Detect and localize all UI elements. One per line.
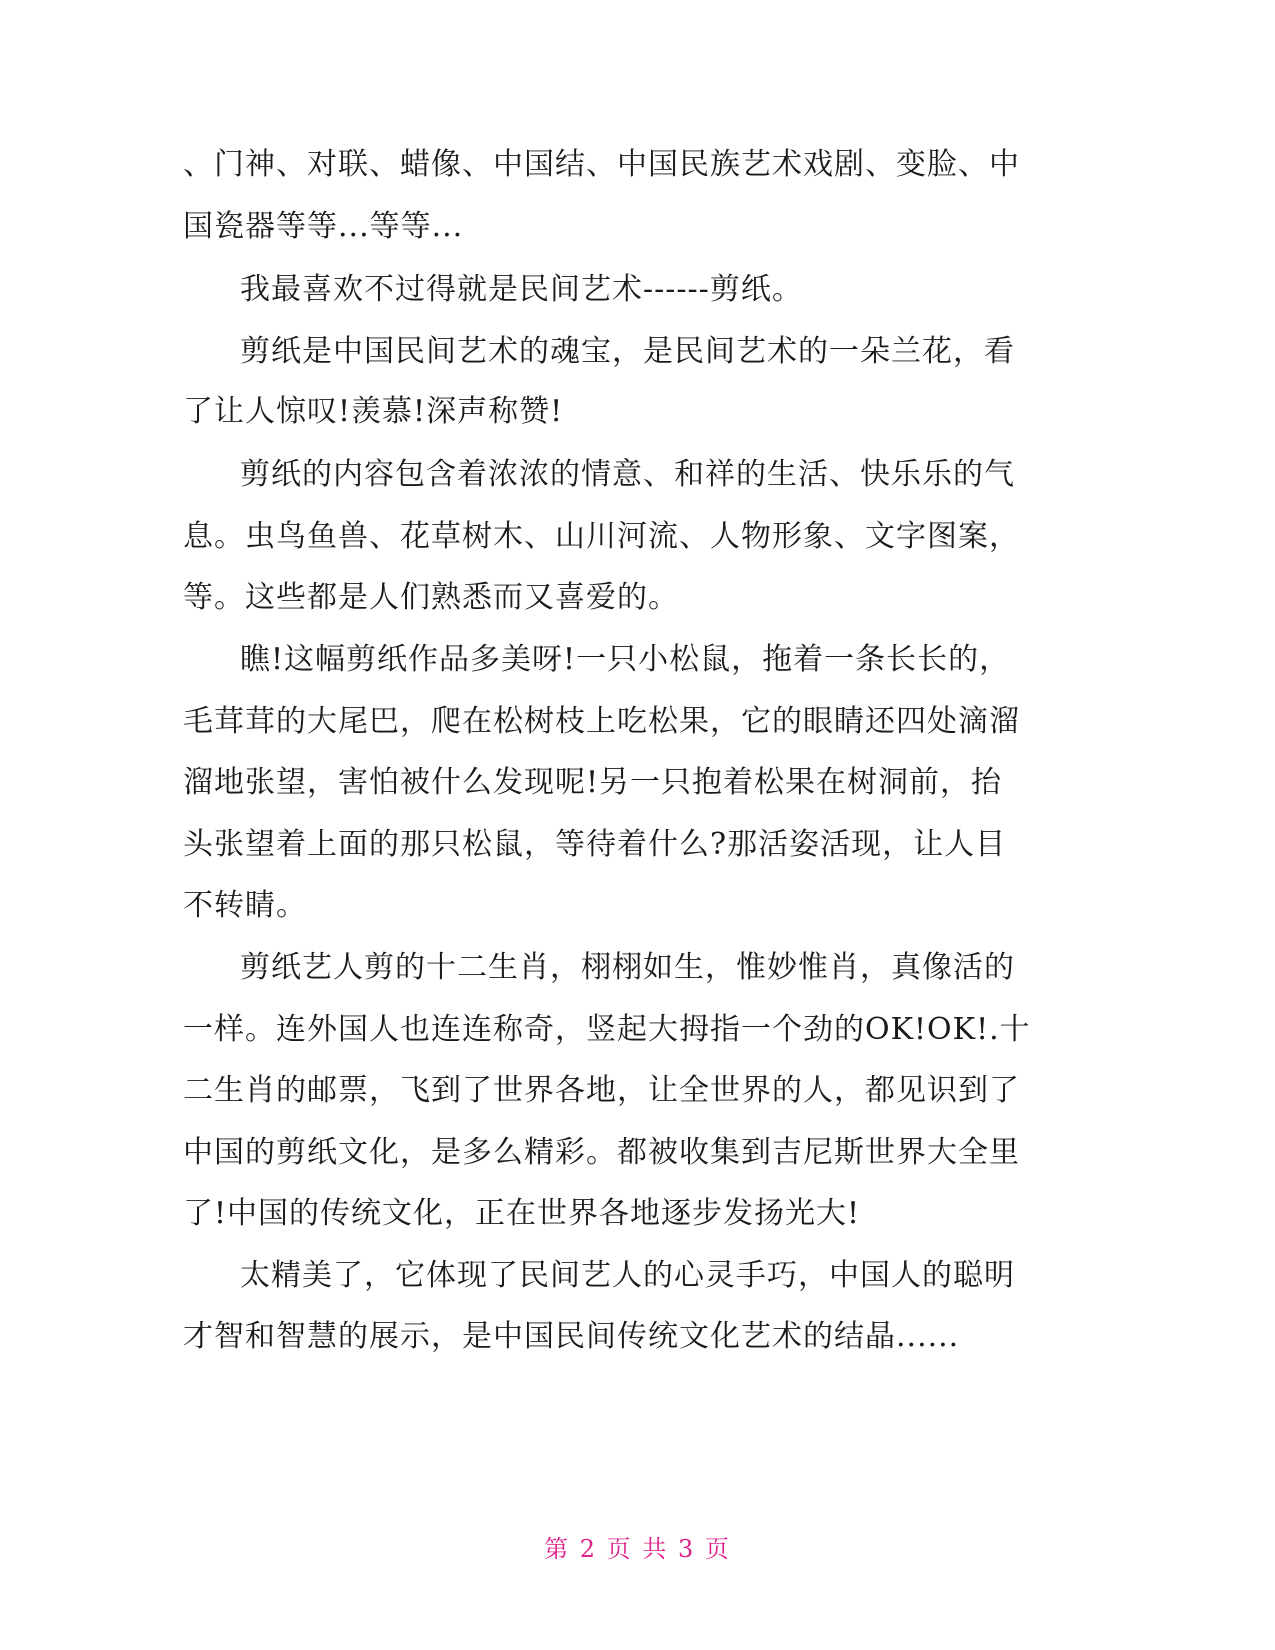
text-line: 不转睛。	[183, 888, 307, 923]
text-line: 我最喜欢不过得就是民间艺术------剪纸。	[240, 272, 803, 307]
text-line: 剪纸是中国民间艺术的魂宝，是民间艺术的一朵兰花，看	[240, 334, 1015, 369]
text-line: 一样。连外国人也连连称奇，竖起大拇指一个劲的OK!OK!.十	[183, 1012, 1031, 1047]
text-line: 二生肖的邮票，飞到了世界各地，让全世界的人，都见识到了	[183, 1073, 1020, 1108]
text-line: 头张望着上面的那只松鼠，等待着什么?那活姿活现，让人目	[183, 827, 1007, 862]
text-line: 息。虫鸟鱼兽、花草树木、山川河流、人物形象、文字图案，	[183, 519, 1020, 554]
text-line: 瞧!这幅剪纸作品多美呀!一只小松鼠，拖着一条长长的，	[240, 642, 1011, 677]
text-line: 毛茸茸的大尾巴，爬在松树枝上吃松果，它的眼睛还四处滴溜	[183, 704, 1020, 739]
text-line: 了!中国的传统文化，正在世界各地逐步发扬光大!	[183, 1196, 861, 1231]
text-line: 剪纸艺人剪的十二生肖，栩栩如生，惟妙惟肖，真像活的	[240, 950, 1015, 985]
text-line: 才智和智慧的展示，是中国民间传统文化艺术的结晶......	[183, 1319, 960, 1354]
page-number-footer: 第 2 页 共 3 页	[544, 1535, 731, 1563]
text-line: 、门神、对联、蜡像、中国结、中国民族艺术戏剧、变脸、中	[183, 147, 1020, 182]
text-line: 太精美了，它体现了民间艺人的心灵手巧，中国人的聪明	[240, 1258, 1015, 1293]
text-line: 等。这些都是人们熟悉而又喜爱的。	[183, 580, 679, 615]
text-line: 中国的剪纸文化，是多么精彩。都被收集到吉尼斯世界大全里	[183, 1135, 1020, 1170]
text-line: 了让人惊叹!羡慕!深声称赞!	[183, 394, 564, 429]
text-line: 剪纸的内容包含着浓浓的情意、和祥的生活、快乐乐的气	[240, 457, 1015, 492]
text-line: 国瓷器等等...等等...	[183, 209, 464, 244]
text-line: 溜地张望，害怕被什么发现呢!另一只抱着松果在树洞前，抬	[183, 765, 1003, 800]
